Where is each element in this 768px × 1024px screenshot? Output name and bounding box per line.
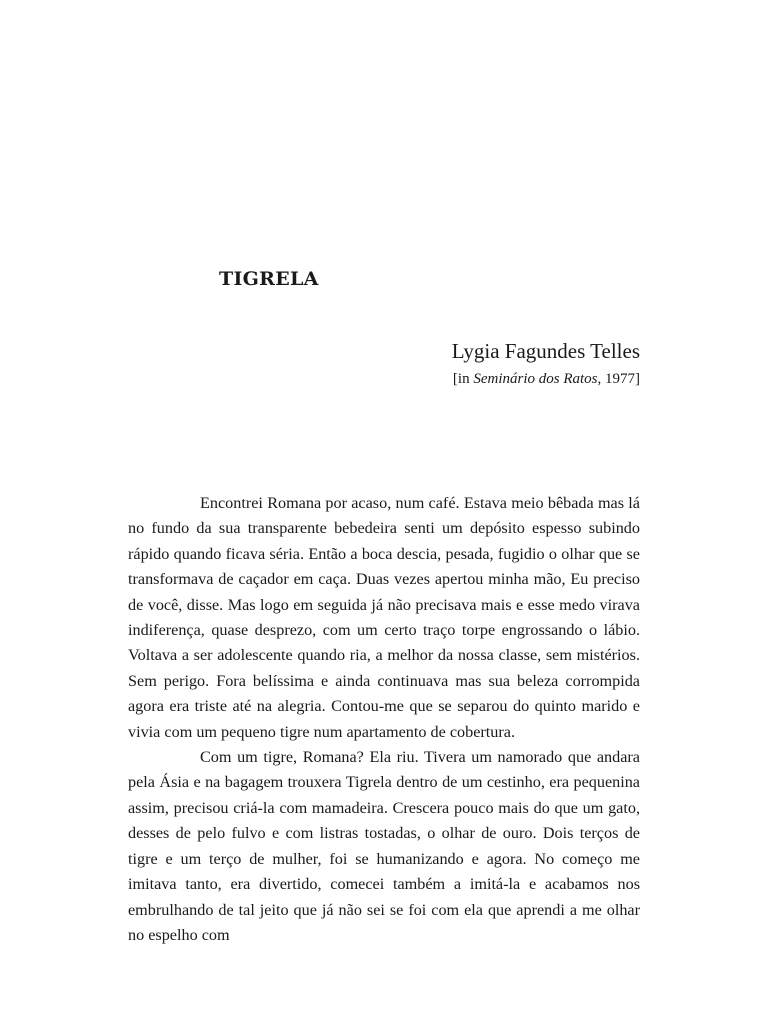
story-title: TIGRELA <box>219 268 319 290</box>
paragraph: Com um tigre, Romana? Ela riu. Tivera um namorado que andara pela Ásia e na bagagem trouxera Tigrela dentro de um cestinho, era pequenina assim, precisou criá-la com mamadeira. Crescera pouco mais do que um gato, desses de pelo fulvo e com listras tostadas, o olhar de ouro. Dois terços de tigre e um terço de mulher, foi se humanizando e agora. No começo me imitava tanto, era divertido, comecei também a imitá-la e acabamos nos embrulhando de tal jeito que já não sei se foi com ela que aprendi a me olhar no espelho com <box>128 748 640 944</box>
source-book-title: Seminário dos Ratos <box>473 371 598 387</box>
source-suffix: , 1977] <box>597 371 640 387</box>
story-body <box>128 491 640 948</box>
source-citation <box>453 371 640 388</box>
author-name: Lygia Fagundes Telles <box>451 339 640 363</box>
source-prefix: [in <box>452 371 474 387</box>
paragraph: Encontrei Romana por acaso, num café. Estava meio bêbada mas lá no fundo da sua transparente bebedeira senti um depósito espesso subindo rápido quando ficava séria. Então a boca descia, pesada, fugidio o olhar que se transformava de caçador em caça. Duas vezes apertou minha mão, Eu preciso de você, disse. Mas logo em seguida já não precisava mais e esse medo virava indiferença, quase desprezo, com um certo traço torpe engrossando o lábio. Voltava a ser adolescente quando ria, a melhor da nossa classe, sem mistérios. Sem perigo. Fora belíssima e ainda continuava mas sua beleza corrompida agora era triste até na alegria. Contou-me que se separou do quinto marido e vivia com um pequeno tigre num apartamento de cobertura. <box>128 494 640 741</box>
